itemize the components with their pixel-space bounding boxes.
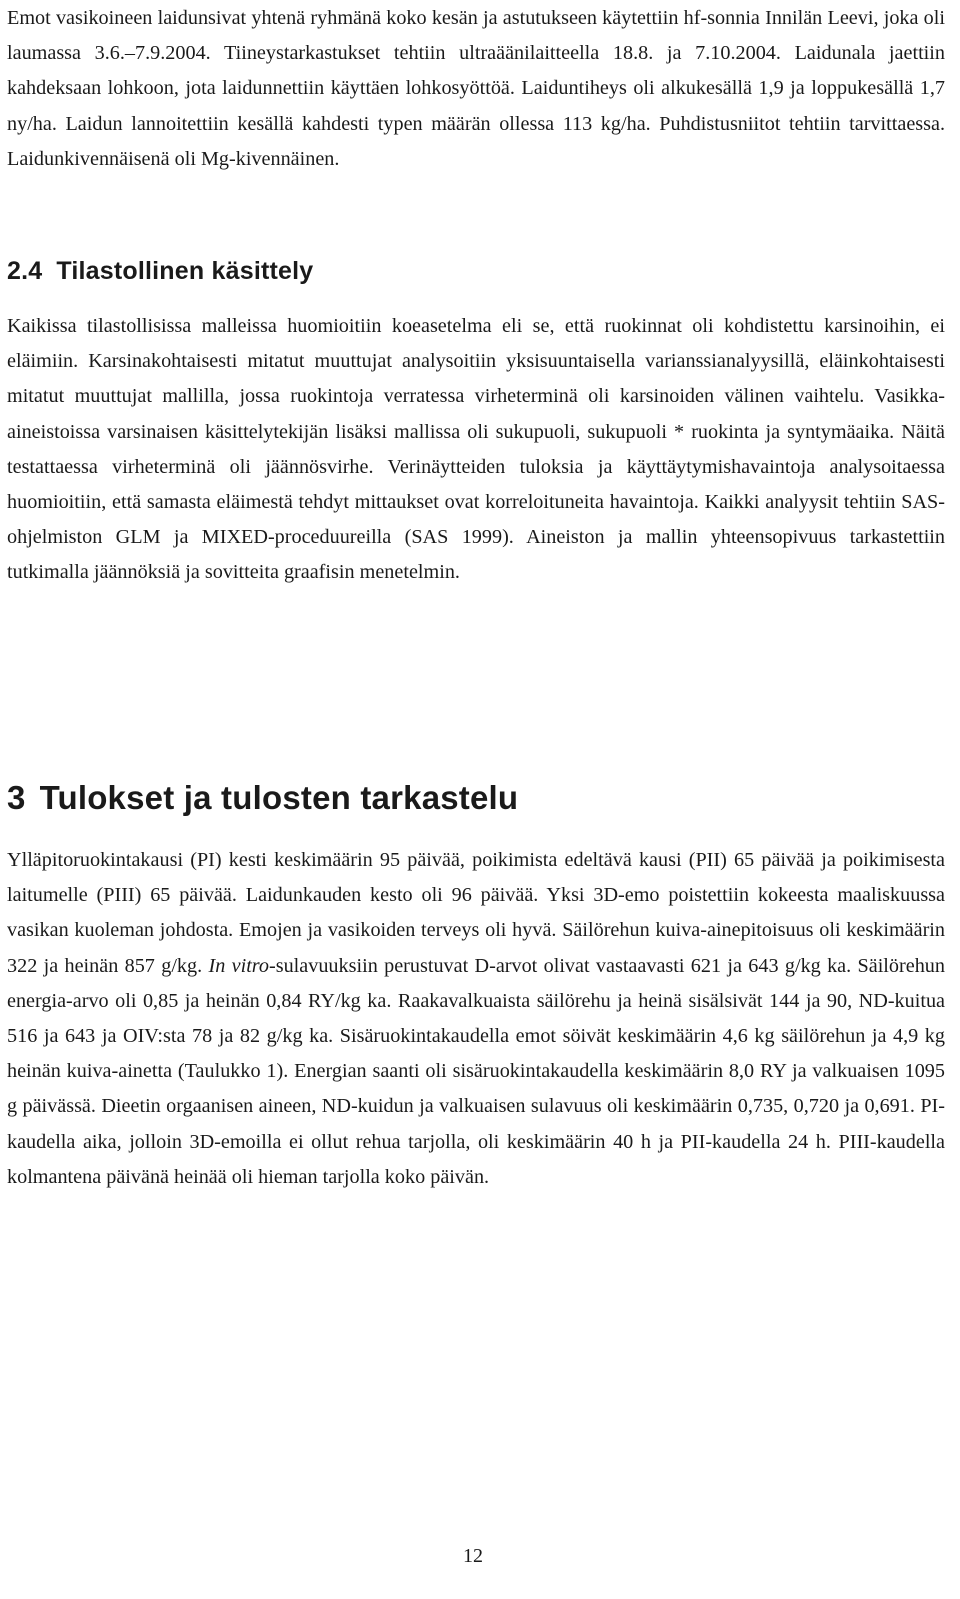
results-text-part-2: -sulavuuksiin perustuvat D-arvot olivat vastaavasti 621 ja 643 g/kg ka. Säilörehun energia-arvo oli 0,85 ja heinän 0,84 RY/kg ka. Raakavalkuaista säilörehu ja heinä sisälsivät 144 ja 90, ND-kuitua 516 ja 643 ja OIV:sta 78 ja 82 g/kg ka. Sisäruokintakaudella emot söivät keskimäärin 4,6 kg säilörehun ja 4,9 kg heinän kuiva-ainetta (Taulukko 1). Energian saanti oli sisäruokintakaudella keskimäärin 8,0 RY ja valkuaisen 1095 g päivässä. Dieetin orgaanisen aineen, ND-kuidun ja valkuaisen sulavuus oli keskimäärin 0,735, 0,720 ja 0,691. PI-kaudella aika, jolloin 3D-emoilla ei ollut rehua tarjolla, oli keskimäärin 40 h ja PII-kaudella 24 h. PIII-kaudella kolmantena päivänä heinää oli hieman tarjolla koko päivän. <box>7 954 945 1188</box>
section-heading-3 <box>7 779 518 817</box>
statistics-paragraph: Kaikissa tilastollisissa malleissa huomioitiin koeasetelma eli se, että ruokinnat oli kohdistettu karsinoihin, ei eläimiin. Karsinakohtaisesti mitatut muuttujat analysoitiin yksisuuntaisella varianssianalyysillä, eläinkohtaisesti mitatut muuttujat mallilla, jossa ruokintoja verratessa virheterminä oli karsinoiden välinen vaihtelu. Vasikka-aineistoissa varsinaisen käsittelytekijän lisäksi mallissa oli sukupuoli, sukupuoli * ruokinta ja syntymäaika. Näitä testattaessa virheterminä oli jäännösvirhe. Verinäytteiden tuloksia ja käyttäytymishavaintoja analysoitaessa huomioitiin, että samasta eläimestä tehdyt mittaukset ovat korreloituneita havaintoja. Kaikki analyysit tehtiin SAS-ohjelmiston GLM ja MIXED-proceduureilla (SAS 1999). Aineiston ja mallin yhteensopivuus tarkastettiin tutkimalla jäännöksiä ja sovitteita graafisin menetelmin. <box>7 315 945 584</box>
section-heading-2-4 <box>7 257 313 286</box>
page-number: 12 <box>463 1545 483 1567</box>
italic-term: In vitro <box>208 954 269 977</box>
section-title: Tulokset ja tulosten tarkastelu <box>39 779 519 816</box>
results-text-part-1: Ylläpitoruokintakausi (PI) kesti keskimäärin 95 päivää, poikimista edeltävä kausi (PII) 65 päivää ja poikimisesta laitumelle (PIII) 65 päivää. Laidunkauden kesto oli 96 päivää. Yksi 3D-emo poistettiin kokeesta maaliskuussa vasikan kuoleman johdosta. Emojen ja vasikoiden terveys oli hyvä. Säilörehun kuiva-ainepitoisuus oli keskimäärin 322 ja heinän 857 g/kg. <box>7 849 945 977</box>
section-title: Tilastollinen käsittely <box>56 257 314 285</box>
section-number: 2.4 <box>7 257 43 285</box>
intro-paragraph: Emot vasikoineen laidunsivat yhtenä ryhmänä koko kesän ja astutukseen käytettiin hf-sonnia Innilän Leevi, joka oli laumassa 3.6.–7.9.2004. Tiineystarkastukset tehtiin ultraäänilaitteella 18.8. ja 7.10.2004. Laidunala jaettiin kahdeksaan lohkoon, jota laidunnettiin käyttäen lohkosyöttöä. Laiduntiheys oli alkukesällä 1,9 ja loppukesällä 1,7 ny/ha. Laidun lannoitettiin kesällä kahdesti typen määrän ollessa 113 kg/ha. Puhdistusniitot tehtiin tarvittaessa. Laidunkivennäisenä oli Mg-kivennäinen. <box>7 7 945 170</box>
results-paragraph <box>7 843 945 1195</box>
section-number: 3 <box>7 779 26 816</box>
